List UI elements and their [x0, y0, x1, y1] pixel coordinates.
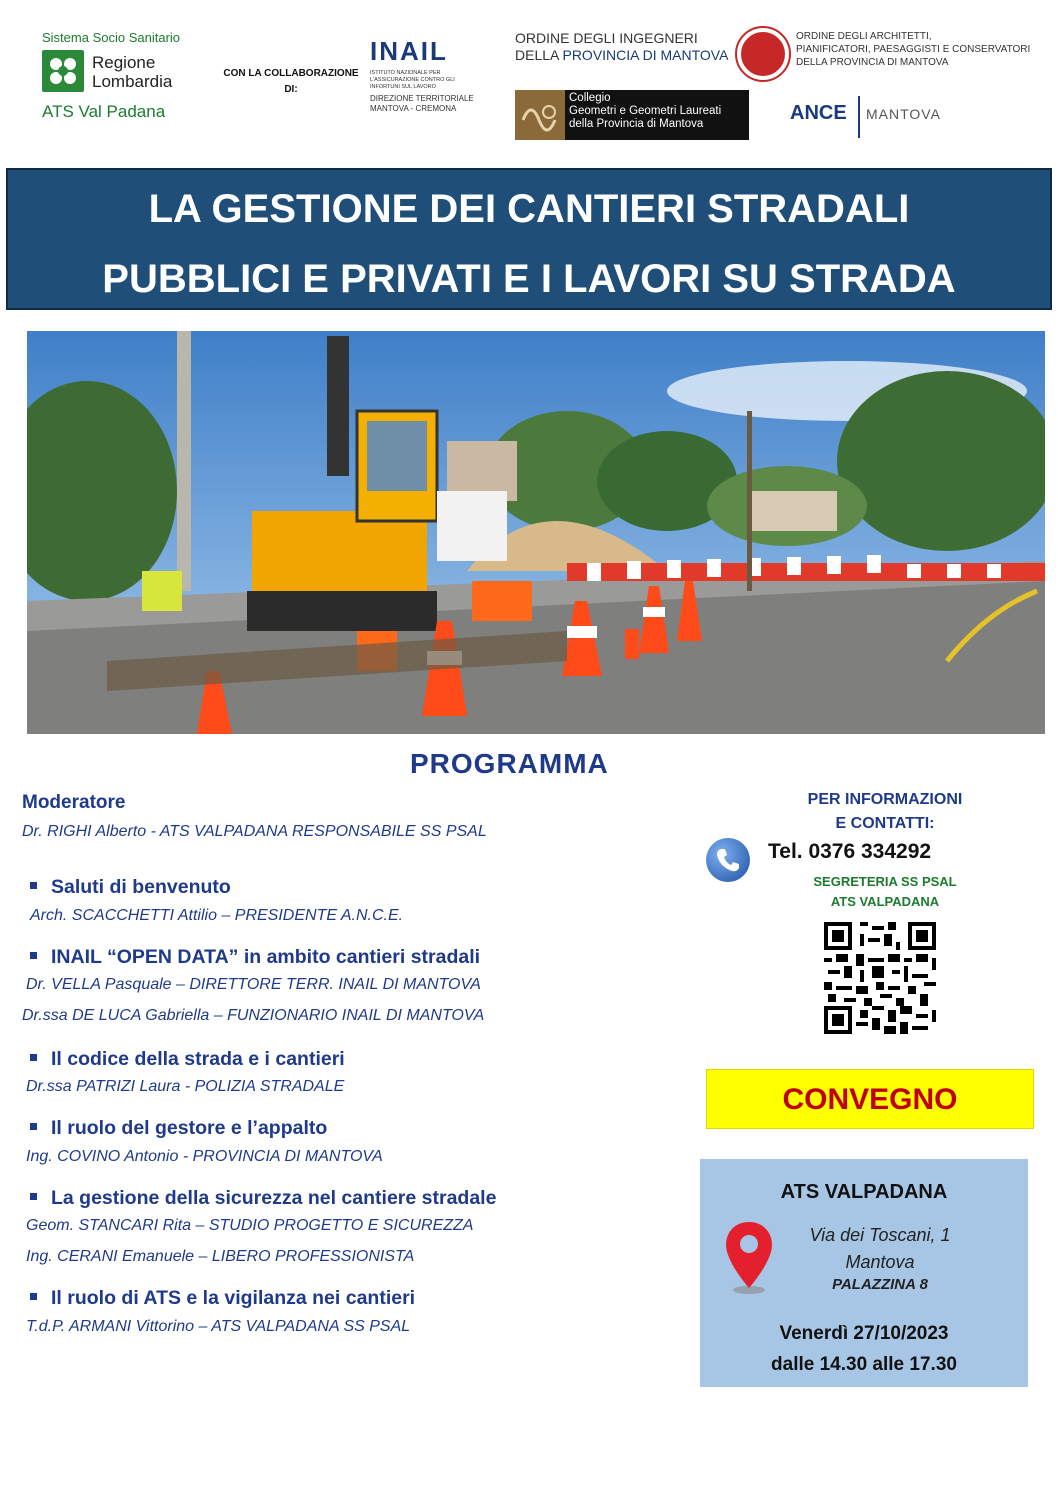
- ordine-ingegneri-logo: ORDINE DEGLI INGEGNERI DELLA PROVINCIA DI MANTOVA: [515, 30, 729, 63]
- ordine-architetti-logo-icon: [737, 28, 789, 80]
- topic-speaker: Ing. COVINO Antonio - PROVINCIA DI MANTOVA: [26, 1148, 383, 1165]
- program-heading: PROGRAMMA: [410, 748, 609, 779]
- phone-number[interactable]: Tel. 0376 334292: [768, 840, 932, 863]
- topic-title: INAIL “OPEN DATA” in ambito cantieri stradali: [30, 946, 480, 969]
- topic-speaker: Arch. SCACCHETTI Attilio – PRESIDENTE A.N.C.E.: [30, 907, 404, 924]
- collaboration-label: CON LA COLLABORAZIONE DI:: [223, 68, 359, 95]
- moderator-name: Dr. RIGHI Alberto - ATS VALPADANA RESPONSABILE SS PSAL: [22, 823, 487, 840]
- collegio-geometri-mark-icon: [515, 90, 565, 140]
- topic-title: Il ruolo di ATS e la vigilanza nei cantieri: [30, 1287, 415, 1310]
- event-type-badge: CONVEGNO: [706, 1069, 1034, 1129]
- topic-title: Il codice della strada e i cantieri: [30, 1048, 345, 1071]
- road-works-photo: [27, 331, 1045, 734]
- ance-divider: [858, 96, 860, 138]
- ance-city: MANTOVA: [866, 106, 941, 122]
- inail-logo: INAIL: [370, 36, 448, 66]
- topic-speaker: Geom. STANCARI Rita – STUDIO PROGETTO E SICUREZZA: [26, 1217, 474, 1234]
- topic-speaker: Dr.ssa DE LUCA Gabriella – FUNZIONARIO INAIL DI MANTOVA: [22, 1007, 485, 1024]
- ance-logo: ANCE: [790, 102, 847, 124]
- regione-lombardia-logo-icon: [42, 50, 84, 92]
- inail-subtitle: ISTITUTO NAZIONALE PER L'ASSICURAZIONE CONTRO GLI INFORTUNI SUL LAVORO: [370, 70, 455, 90]
- ordine-architetti-label: ORDINE DEGLI ARCHITETTI, PIANIFICATORI, PAESAGGISTI E CONSERVATORI DELLA PROVINCIA DI MANTOVA: [796, 31, 1031, 68]
- regione-system-label: Sistema Socio Sanitario: [42, 30, 181, 45]
- location-pin-icon: [724, 1220, 774, 1296]
- page-title: LA GESTIONE DEI CANTIERI STRADALI PUBBLICI E PRIVATI E I LAVORI SU STRADA: [6, 168, 1052, 310]
- phone-icon: [706, 838, 750, 882]
- regione-name: Regione Lombardia: [92, 53, 173, 91]
- contact-heading: PER INFORMAZIONI E CONTATTI:: [807, 791, 963, 832]
- collegio-geometri-label: Collegio Geometri e Geometri Laureati della Provincia di Mantova: [569, 92, 722, 130]
- venue-building: PALAZZINA 8: [832, 1276, 928, 1293]
- contact-office: SEGRETERIA SS PSAL ATS VALPADANA: [813, 874, 957, 909]
- venue-name: ATS VALPADANA: [780, 1181, 948, 1203]
- ats-val-padana-label: ATS Val Padana: [42, 102, 166, 121]
- topic-title: Il ruolo del gestore e l’appalto: [30, 1117, 327, 1140]
- qr-code-icon[interactable]: [824, 922, 936, 1034]
- topic-title: La gestione della sicurezza nel cantiere stradale: [30, 1187, 496, 1210]
- topic-speaker: Dr. VELLA Pasquale – DIRETTORE TERR. INAIL DI MANTOVA: [26, 976, 481, 993]
- topic-speaker: Dr.ssa PATRIZI Laura - POLIZIA STRADALE: [26, 1078, 345, 1095]
- topic-speaker: T.d.P. ARMANI Vittorino – ATS VALPADANA SS PSAL: [26, 1318, 411, 1335]
- moderator-label: Moderatore: [22, 792, 126, 813]
- inail-direction: DIREZIONE TERRITORIALE MANTOVA - CREMONA: [370, 94, 474, 113]
- venue-address: Via dei Toscani, 1 Mantova: [809, 1225, 951, 1272]
- event-datetime: Venerdì 27/10/2023 dalle 14.30 alle 17.30: [771, 1323, 957, 1375]
- topic-title: Saluti di benvenuto: [30, 876, 231, 899]
- topic-speaker: Ing. CERANI Emanuele – LIBERO PROFESSIONISTA: [26, 1248, 415, 1265]
